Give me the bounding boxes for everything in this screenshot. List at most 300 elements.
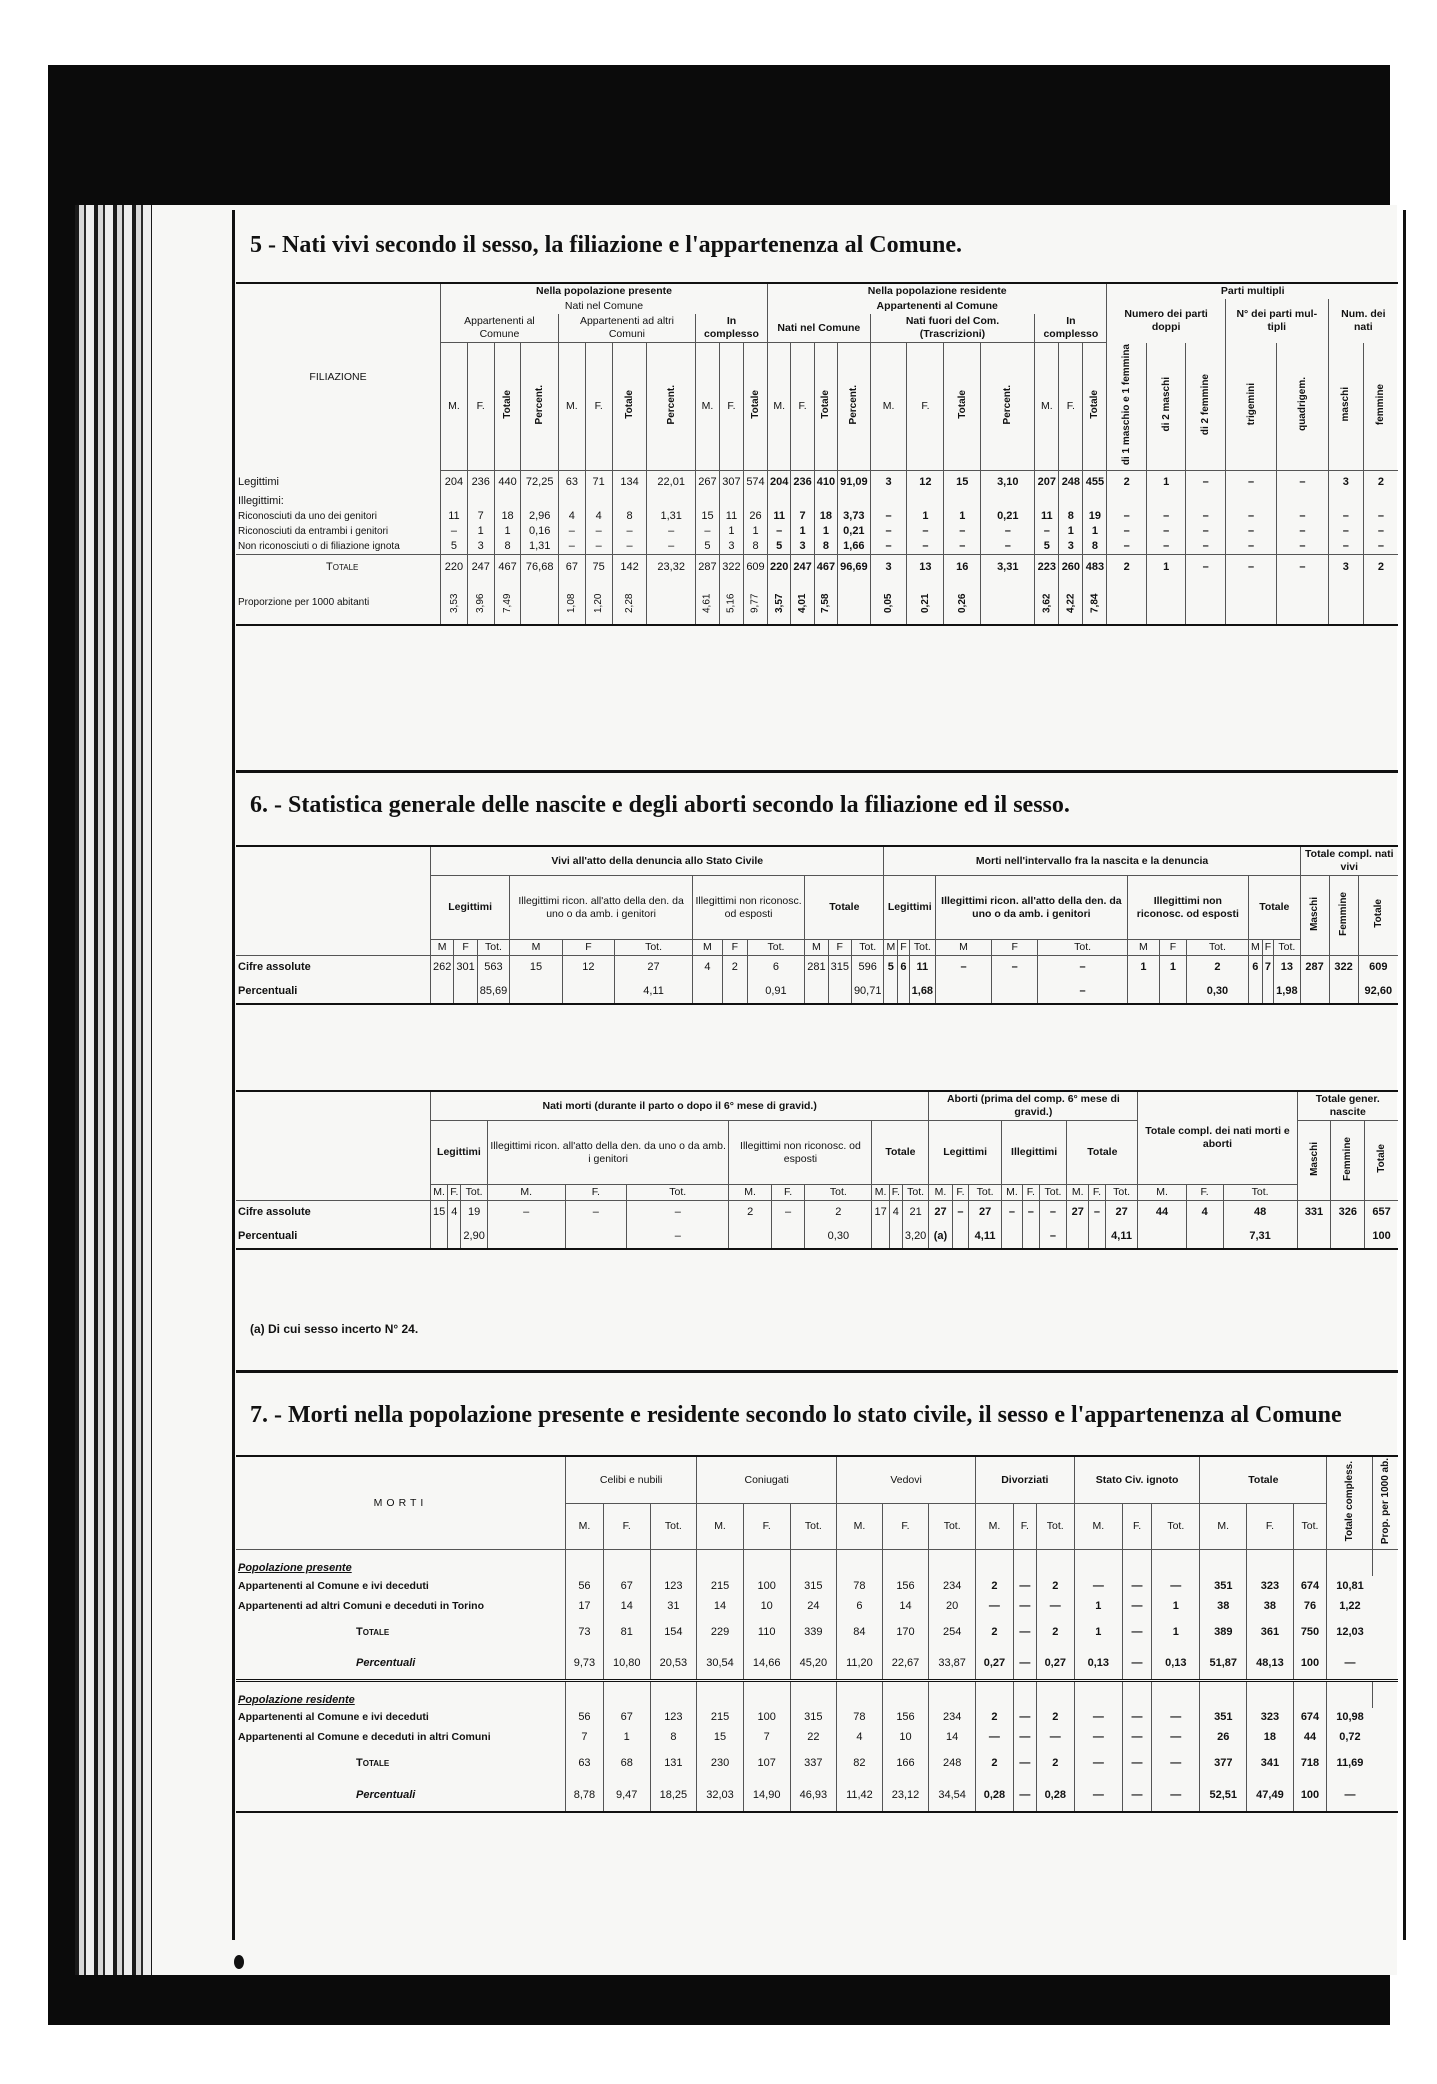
cell: 609 xyxy=(1358,956,1398,980)
cell: — xyxy=(1122,1648,1151,1680)
cell: 2 xyxy=(1036,1748,1074,1780)
cell: 56 xyxy=(566,1576,604,1596)
cell xyxy=(944,494,981,509)
t6b-group-6: Totale xyxy=(1067,1121,1138,1185)
cell: 3 xyxy=(719,539,743,555)
t6a-sub-f: F xyxy=(898,940,909,956)
cell: – xyxy=(870,524,907,539)
table7 xyxy=(236,1455,1398,1813)
cell-empty xyxy=(1373,1680,1398,1708)
cell: 3,20 xyxy=(902,1225,928,1249)
table-row xyxy=(236,980,1398,1004)
cell: 0,05 xyxy=(870,581,907,625)
t6b-sub-f: F. xyxy=(565,1185,626,1201)
cell: 46,93 xyxy=(790,1780,837,1812)
cell: 38 xyxy=(1200,1596,1247,1616)
cell: – xyxy=(768,524,791,539)
cell xyxy=(1059,494,1083,509)
cell-empty xyxy=(1013,1550,1036,1577)
cell-empty xyxy=(837,1680,883,1708)
cell: 3 xyxy=(1328,555,1363,581)
t5-vert-label: di 2 femmine xyxy=(1200,373,1212,435)
t6b-sub-f: F. xyxy=(1022,1185,1039,1201)
cell: 170 xyxy=(882,1616,929,1648)
cell xyxy=(431,980,454,1004)
cell: — xyxy=(1074,1708,1122,1728)
row-label: Percentuali xyxy=(356,1656,416,1669)
t7-sub-f: F. xyxy=(1247,1504,1294,1550)
cell: – xyxy=(1277,539,1328,555)
cell: – xyxy=(1107,509,1146,524)
cell: 215 xyxy=(697,1576,744,1596)
cell: 287 xyxy=(1300,956,1329,980)
cell: 7 xyxy=(467,509,494,524)
cell: 2,96 xyxy=(521,509,558,524)
cell: — xyxy=(1152,1780,1200,1812)
cell: 81 xyxy=(603,1616,650,1648)
t5-vert-label: maschi xyxy=(1340,386,1352,422)
t6b-sub-f: F. xyxy=(952,1185,969,1201)
cell: 3,73 xyxy=(838,509,871,524)
t5-vert-3 xyxy=(1225,343,1276,471)
row-label: Percentuali xyxy=(356,1788,416,1801)
cell xyxy=(1089,1225,1106,1249)
t6b-sub-tot: Tot. xyxy=(902,1185,928,1201)
cell: 331 xyxy=(1297,1201,1331,1225)
cell: 674 xyxy=(1293,1708,1327,1728)
cell: 107 xyxy=(743,1748,790,1780)
cell: 0,91 xyxy=(747,980,805,1004)
t6b-sub-tot: Tot. xyxy=(627,1185,729,1201)
cell: 18,25 xyxy=(650,1780,697,1812)
cell xyxy=(612,494,647,509)
cell: (a) xyxy=(929,1225,952,1249)
cell: 0,13 xyxy=(1074,1648,1122,1680)
table6-title: 6. - Statistica generale delle nascite e degli aborti secondo la filiazione ed il sesso. xyxy=(250,792,1070,818)
cell: 8 xyxy=(650,1728,697,1748)
cell: 6 xyxy=(747,956,805,980)
cell: 2 xyxy=(1107,555,1146,581)
t5-sub-f: F. xyxy=(791,343,814,471)
cell: – xyxy=(441,524,468,539)
cell xyxy=(695,494,719,509)
cell: 156 xyxy=(882,1708,929,1728)
cell: 351 xyxy=(1200,1708,1247,1728)
grp-nati-comune: Nati nel Comune xyxy=(768,314,871,343)
t6b-sub-m: M. xyxy=(1138,1185,1186,1201)
section-title-row xyxy=(236,1550,1398,1577)
cell: 0,27 xyxy=(1036,1648,1074,1680)
cell: – xyxy=(647,524,696,539)
cell: – xyxy=(585,539,612,555)
cell: 0,26 xyxy=(944,581,981,625)
table6a-grid xyxy=(236,845,1398,1005)
cell xyxy=(907,494,944,509)
cell: – xyxy=(1363,509,1398,524)
cell-empty xyxy=(1152,1680,1200,1708)
cell: 1,22 xyxy=(1327,1596,1373,1616)
cell-empty xyxy=(1122,1680,1151,1708)
cell xyxy=(1225,494,1276,509)
cell-empty xyxy=(1200,1680,1247,1708)
t6b-vert-0 xyxy=(1297,1121,1331,1201)
t6a-vert-0 xyxy=(1300,876,1329,956)
cell: 1 xyxy=(1146,555,1185,581)
cell: 26 xyxy=(743,509,767,524)
cell: 11,20 xyxy=(837,1648,883,1680)
t6a-sub-tot: Tot. xyxy=(747,940,805,956)
t6b-sub-f: F. xyxy=(889,1185,902,1201)
row-label: Cifre assolute xyxy=(238,1206,311,1219)
cell: 1 xyxy=(1074,1596,1122,1616)
cell: – xyxy=(585,524,612,539)
t5-sub-totale-label: Totale xyxy=(750,389,761,419)
cell: 22,01 xyxy=(647,470,696,494)
cell: 234 xyxy=(929,1576,976,1596)
cell xyxy=(1001,1225,1022,1249)
cell: 7 xyxy=(743,1728,790,1748)
table-row xyxy=(236,509,1398,524)
cell: 10 xyxy=(882,1728,929,1748)
t7-sub-tot: Tot. xyxy=(1036,1504,1074,1550)
cell: 2 xyxy=(729,1201,771,1225)
t5-vert-label: femmine xyxy=(1375,383,1387,425)
morti-header: MORTI xyxy=(236,1456,566,1550)
t6a-vert-label: Totale xyxy=(1372,899,1384,928)
cell: 10,81 xyxy=(1327,1576,1373,1596)
cell: 322 xyxy=(719,555,743,581)
cell: – xyxy=(1001,1201,1022,1225)
table-row xyxy=(236,494,1398,509)
t5-sub-f: F. xyxy=(719,343,743,471)
cell: 2,90 xyxy=(461,1225,487,1249)
t6a-sub-f: F xyxy=(992,940,1038,956)
cell: 0,30 xyxy=(805,1225,872,1249)
cell: 23,12 xyxy=(882,1780,929,1812)
cell: 9,77 xyxy=(743,581,767,625)
table5-grid xyxy=(236,282,1398,626)
table-row xyxy=(236,1576,1398,1596)
cell-empty xyxy=(1074,1680,1122,1708)
morti-intervallo-header: Morti nell'intervallo fra la nascita e la denuncia xyxy=(884,846,1300,876)
t6a-group-1: Illegittimi ricon. all'atto della den. da uno o da amb. i genitori xyxy=(510,876,693,940)
cell: 26 xyxy=(1200,1728,1247,1748)
cell: 1 xyxy=(907,509,944,524)
cell: 3,62 xyxy=(1035,581,1059,625)
cell: – xyxy=(1328,509,1363,524)
cell: – xyxy=(1035,524,1059,539)
cell xyxy=(1262,980,1273,1004)
cell xyxy=(565,1225,626,1249)
cell: – xyxy=(1277,470,1328,494)
t5-sub-totale xyxy=(494,343,521,471)
cell: 2 xyxy=(975,1708,1013,1728)
t6b-group-0: Legittimi xyxy=(431,1121,488,1185)
cell: 563 xyxy=(477,956,510,980)
cell: 22,67 xyxy=(882,1648,929,1680)
table-row xyxy=(236,1748,1398,1780)
cell: 220 xyxy=(441,555,468,581)
cell: – xyxy=(565,1201,626,1225)
row-label: Legittimi xyxy=(238,475,279,488)
t5-sub-m: M. xyxy=(695,343,719,471)
row-label: Percentuali xyxy=(238,1229,298,1242)
cell: 2 xyxy=(975,1616,1013,1648)
cell-empty xyxy=(1247,1550,1294,1577)
cell: 32,03 xyxy=(697,1780,744,1812)
cell: — xyxy=(1152,1576,1200,1596)
cell-empty xyxy=(1327,1680,1373,1708)
cell: 7 xyxy=(791,509,814,524)
cell: — xyxy=(1074,1748,1122,1780)
t7-sub-f: F. xyxy=(743,1504,790,1550)
cell: 9,73 xyxy=(566,1648,604,1680)
cell: 1 xyxy=(791,524,814,539)
cell: – xyxy=(1186,524,1226,539)
cell-empty xyxy=(697,1680,744,1708)
cell: 100 xyxy=(743,1576,790,1596)
table-row xyxy=(236,1708,1398,1728)
cell: — xyxy=(1074,1728,1122,1748)
cell: 287 xyxy=(695,555,719,581)
cell: 315 xyxy=(790,1708,837,1728)
cell: – xyxy=(1146,524,1185,539)
t7-group-3: Divorziati xyxy=(975,1456,1074,1504)
cell: 14 xyxy=(697,1596,744,1616)
vivi-header: Vivi all'atto della denuncia allo Stato Civile xyxy=(431,846,884,876)
t5-sub-percent-label: Percent. xyxy=(848,384,860,425)
cell xyxy=(1331,1225,1365,1249)
cell: 236 xyxy=(467,470,494,494)
cell: 1 xyxy=(494,524,521,539)
t6b-sub-f: F. xyxy=(1186,1185,1223,1201)
cell: — xyxy=(1013,1616,1036,1648)
cell: 248 xyxy=(929,1748,976,1780)
cell: 67 xyxy=(603,1708,650,1728)
t6a-sub-m: M xyxy=(431,940,454,956)
t5-sub-totale xyxy=(814,343,837,471)
cell xyxy=(510,980,562,1004)
cell: – xyxy=(771,1201,804,1225)
cell: 1,08 xyxy=(558,581,585,625)
t6a-group-3: Totale xyxy=(805,876,884,940)
cell: 1 xyxy=(1160,956,1187,980)
cell: 31 xyxy=(650,1596,697,1616)
cell: – xyxy=(1039,1225,1067,1249)
cell: 6 xyxy=(837,1596,883,1616)
cell: 440 xyxy=(494,470,521,494)
cell: 4,22 xyxy=(1059,581,1083,625)
cell xyxy=(981,494,1035,509)
cell: 27 xyxy=(1067,1201,1089,1225)
t6b-vert-1 xyxy=(1331,1121,1365,1201)
cell: – xyxy=(952,1201,969,1225)
t6b-sub-m: M. xyxy=(1001,1185,1022,1201)
cell: 1 xyxy=(1083,524,1107,539)
cell xyxy=(719,494,743,509)
cell: 1 xyxy=(603,1728,650,1748)
t6a-sub-tot: Tot. xyxy=(851,940,884,956)
cell: – xyxy=(870,509,907,524)
cell: 0,30 xyxy=(1186,980,1248,1004)
t7-group-2: Vedovi xyxy=(837,1456,976,1504)
cell: — xyxy=(1013,1708,1036,1728)
parti-doppi-header: Numero dei parti doppi xyxy=(1107,299,1225,343)
cell-empty xyxy=(790,1680,837,1708)
cell xyxy=(558,494,585,509)
table6b-grid xyxy=(236,1090,1398,1250)
cell: 92,60 xyxy=(1358,980,1398,1004)
cell: 7,31 xyxy=(1223,1225,1297,1249)
cell: – xyxy=(627,1225,729,1249)
t6a-sub-m: M xyxy=(1248,940,1262,956)
cell: — xyxy=(1327,1780,1373,1812)
t6a-sub-f: F xyxy=(454,940,477,956)
t5-sub-percent xyxy=(838,343,871,471)
cell: 204 xyxy=(441,470,468,494)
cell: 100 xyxy=(1365,1225,1398,1249)
cell: – xyxy=(1107,539,1146,555)
cell: 4 xyxy=(1186,1201,1223,1225)
totale-nascite-header: Totale gener. nascite xyxy=(1297,1091,1398,1121)
t5-vert-label: di 2 maschi xyxy=(1160,376,1172,432)
cell: 73 xyxy=(566,1616,604,1648)
cell: 8 xyxy=(743,539,767,555)
t6a-vert-2 xyxy=(1358,876,1398,956)
cell: — xyxy=(1122,1748,1151,1780)
cell xyxy=(1277,581,1328,625)
t5-sub-percent-label: Percent. xyxy=(1002,384,1014,425)
cell: 3,57 xyxy=(768,581,791,625)
cell xyxy=(1083,494,1107,509)
row-label: Totale xyxy=(326,561,359,574)
table-row xyxy=(236,581,1398,625)
row-label: Appartenenti al Comune e deceduti in altri Comuni xyxy=(238,1731,491,1744)
t7-sub-tot: Tot. xyxy=(790,1504,837,1550)
cell: 5 xyxy=(695,539,719,555)
cell: 3 xyxy=(870,555,907,581)
cell xyxy=(771,1225,804,1249)
grp-app-altri: Appartenenti ad altri Comuni xyxy=(558,314,695,343)
table6-footnote: (a) Di cui sesso incerto N° 24. xyxy=(250,1322,419,1336)
cell: – xyxy=(1225,539,1276,555)
t6b-sub-m: M. xyxy=(872,1185,889,1201)
t5-sub-percent xyxy=(647,343,696,471)
t7-sub-m: M. xyxy=(1200,1504,1247,1550)
cell: – xyxy=(1328,524,1363,539)
t7-sub-m: M. xyxy=(1074,1504,1122,1550)
table5-title: 5 - Nati vivi secondo il sesso, la filiazione e l'appartenenza al Comune. xyxy=(250,232,962,258)
t6b-vert-label: Totale xyxy=(1376,1144,1388,1173)
cell: 301 xyxy=(454,956,477,980)
cell xyxy=(521,494,558,509)
cell-empty xyxy=(975,1680,1013,1708)
cell-empty xyxy=(603,1550,650,1577)
cell xyxy=(1035,494,1059,509)
cell: — xyxy=(1327,1648,1373,1680)
cell: 10 xyxy=(743,1596,790,1616)
cell: 596 xyxy=(851,956,884,980)
cell: 15 xyxy=(944,470,981,494)
parti-multipli-header: Parti multipli xyxy=(1107,283,1398,299)
cell: 3 xyxy=(870,470,907,494)
cell: 1 xyxy=(1059,524,1083,539)
t6a-group-2: Illegittimi non riconosc. od esposti xyxy=(692,876,804,940)
row-label: Appartenenti ad altri Comuni e deceduti in Torino xyxy=(238,1599,484,1612)
section-title: Popolazione residente xyxy=(238,1693,355,1706)
totale-nati-vivi-header: Totale compl. nati vivi xyxy=(1300,846,1398,876)
cell: 0,21 xyxy=(907,581,944,625)
cell xyxy=(562,980,614,1004)
cell: 17 xyxy=(566,1596,604,1616)
t5-sub-totale-label: Totale xyxy=(502,389,514,419)
cell: 323 xyxy=(1247,1576,1294,1596)
cell: 3 xyxy=(1059,539,1083,555)
hole-punch xyxy=(234,1955,244,1969)
t7-vert-label: Totale compless. xyxy=(1344,1460,1356,1542)
cell: – xyxy=(558,524,585,539)
cell: 3,96 xyxy=(467,581,494,625)
table-row xyxy=(236,470,1398,494)
cell: 48 xyxy=(1223,1201,1297,1225)
cell: 1,31 xyxy=(521,539,558,555)
parti-multipli-n-header: N° dei parti mul-tipli xyxy=(1225,299,1328,343)
cell: – xyxy=(1277,524,1328,539)
cell-empty xyxy=(650,1680,697,1708)
t7-sub-tot: Tot. xyxy=(1293,1504,1327,1550)
cell: — xyxy=(1152,1748,1200,1780)
cell: 22 xyxy=(790,1728,837,1748)
cell-empty xyxy=(1247,1680,1294,1708)
cell: – xyxy=(944,524,981,539)
cell xyxy=(441,494,468,509)
t5-sub-totale xyxy=(743,343,767,471)
cell: 11 xyxy=(768,509,791,524)
t6a-group-4: Legittimi xyxy=(884,876,936,940)
cell: — xyxy=(1152,1708,1200,1728)
cell: 281 xyxy=(805,956,828,980)
cell-empty xyxy=(697,1550,744,1577)
cell: 44 xyxy=(1293,1728,1327,1748)
cell: — xyxy=(1013,1648,1036,1680)
cell: 377 xyxy=(1200,1748,1247,1780)
cell: – xyxy=(907,539,944,555)
cell: 154 xyxy=(650,1616,697,1648)
cell: 1 xyxy=(1152,1596,1200,1616)
pop-presente-header: Nella popolazione presente xyxy=(441,283,768,299)
t5-vert-6 xyxy=(1363,343,1398,471)
cell-empty xyxy=(743,1680,790,1708)
cell: 341 xyxy=(1247,1748,1294,1780)
row-label: Riconosciuti da entrambi i genitori xyxy=(238,526,389,538)
cell: 230 xyxy=(697,1748,744,1780)
cell xyxy=(889,1225,902,1249)
cell: 7,84 xyxy=(1083,581,1107,625)
cell-empty xyxy=(650,1550,697,1577)
nati-morti-header: Nati morti (durante il parto o dopo il 6° mese di gravid.) xyxy=(431,1091,929,1121)
t5-vert-4 xyxy=(1277,343,1328,471)
cell-empty xyxy=(1327,1550,1373,1577)
t6b-sub-tot: Tot. xyxy=(969,1185,1002,1201)
t7-sub-m: M. xyxy=(975,1504,1013,1550)
t6b-sub-tot: Tot. xyxy=(1223,1185,1297,1201)
t7-sub-m: M. xyxy=(837,1504,883,1550)
t6b-sub-tot: Tot. xyxy=(461,1185,487,1201)
cell-empty xyxy=(1293,1680,1327,1708)
t5-vert-label: di 1 maschio e 1 femmina xyxy=(1121,343,1133,465)
t5-sub-f: F. xyxy=(585,343,612,471)
cell: 315 xyxy=(790,1576,837,1596)
